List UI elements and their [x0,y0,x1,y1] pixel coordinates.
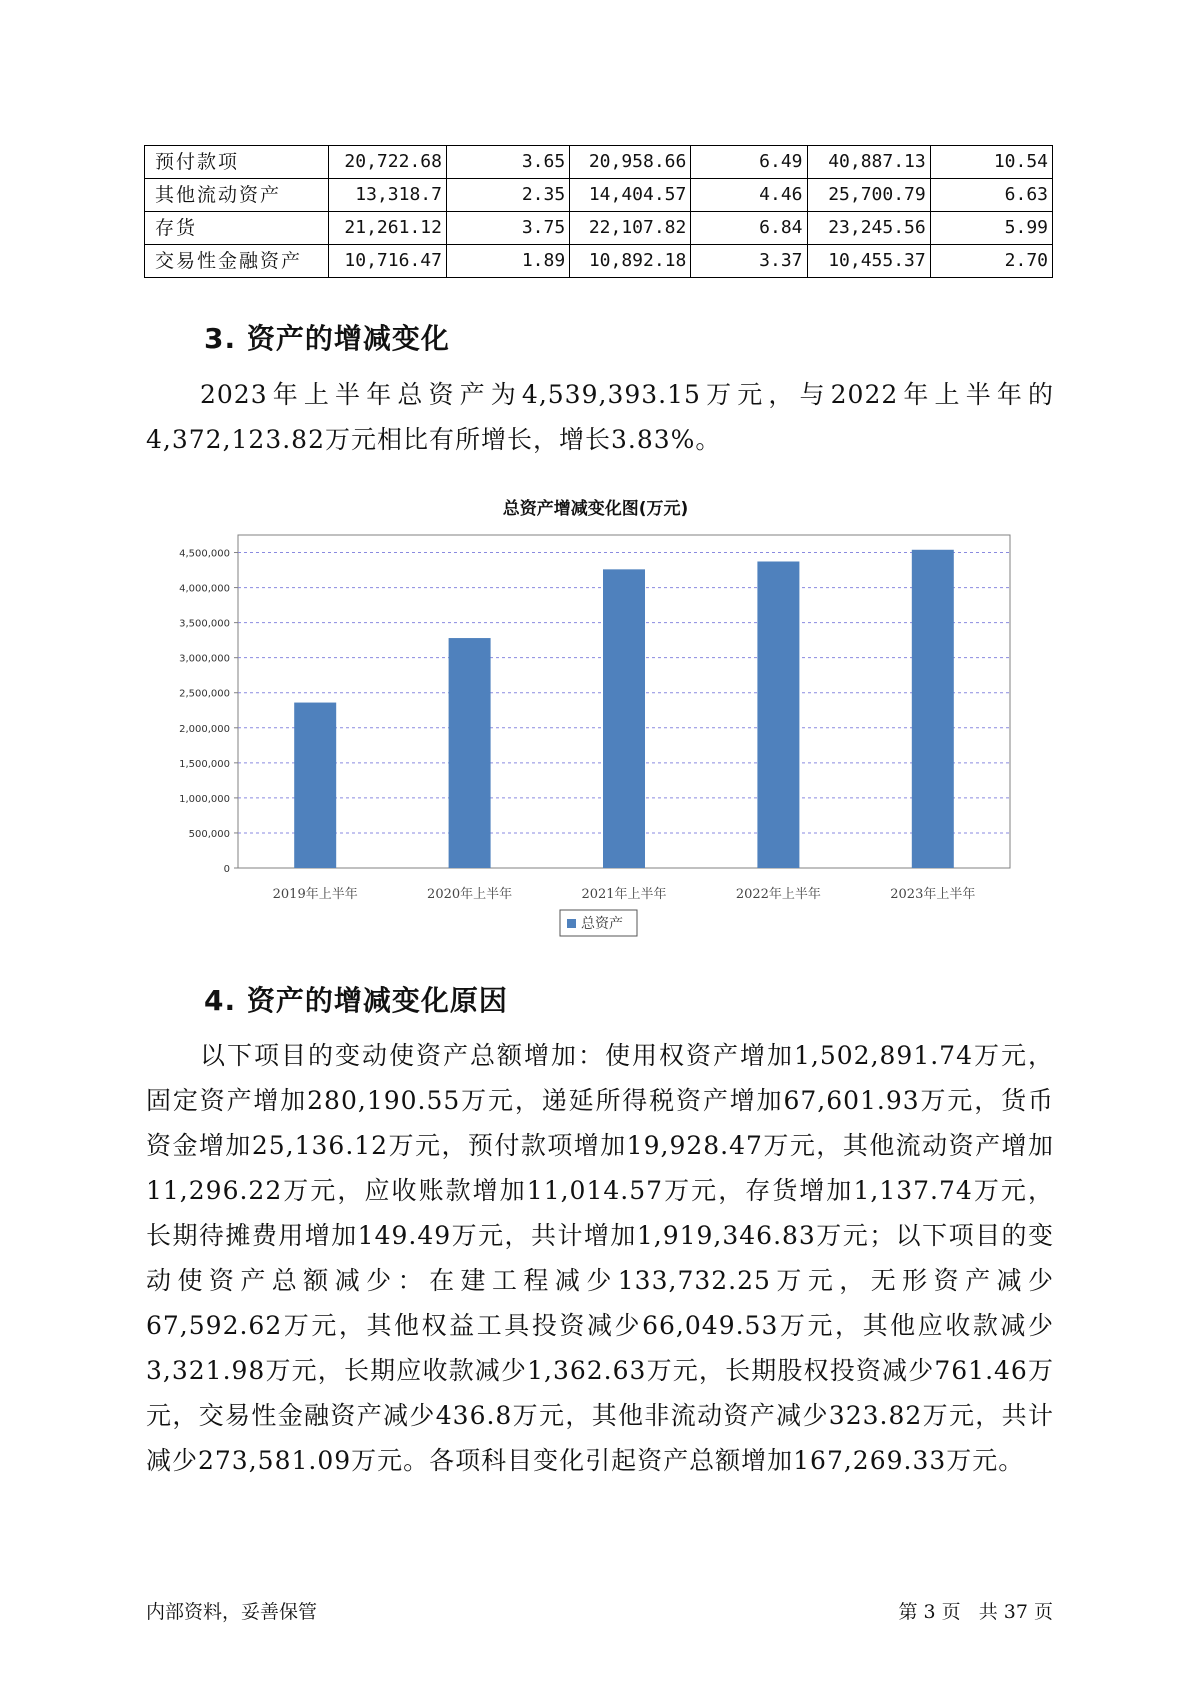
value-cell: 10,716.47 [328,245,446,278]
x-tick-label: 2022年上半年 [735,887,821,902]
value-cell: 20,722.68 [328,146,446,179]
value-cell: 22,107.82 [570,212,691,245]
value-cell: 40,887.13 [807,146,930,179]
y-tick-label: 2,500,000 [179,688,230,700]
y-tick-label: 0 [223,864,230,875]
y-tick-label: 4,000,000 [179,583,230,595]
value-cell: 20,958.66 [570,146,691,179]
row-name-cell: 存货 [145,212,329,245]
value-cell: 13,318.7 [328,179,446,212]
value-cell: 3.65 [446,146,569,179]
value-cell: 4.46 [691,179,807,212]
value-cell: 25,700.79 [807,179,930,212]
value-cell: 2.35 [446,179,569,212]
value-cell: 6.84 [691,212,807,245]
bar [449,638,491,868]
row-name-cell: 其他流动资产 [145,179,329,212]
x-tick-label: 2021年上半年 [581,887,667,902]
footer-left-note: 内部资料，妥善保管 [146,1601,318,1623]
section-3-heading: 3. 资产的增减变化 [204,322,450,355]
value-cell: 10,455.37 [807,245,930,278]
bar [912,550,954,868]
section-4-heading: 4. 资产的增减变化原因 [204,984,508,1017]
y-tick-label: 2,000,000 [179,723,230,735]
y-tick-label: 3,000,000 [179,653,230,665]
y-tick-label: 500,000 [188,828,230,840]
value-cell: 10.54 [930,146,1052,179]
x-tick-label: 2020年上半年 [427,887,513,902]
value-cell: 14,404.57 [570,179,691,212]
row-name-cell: 交易性金融资产 [145,245,329,278]
footer-page-number: 第 3 页 共 37 页 [898,1601,1053,1623]
value-cell: 10,892.18 [570,245,691,278]
value-cell: 6.63 [930,179,1052,212]
row-name-cell: 预付款项 [145,146,329,179]
bar [294,703,336,868]
value-cell: 2.70 [930,245,1052,278]
bar [757,561,799,868]
chart-title: 总资产增减变化图(万元) [502,499,689,519]
value-cell: 6.49 [691,146,807,179]
value-cell: 3.37 [691,245,807,278]
x-tick-label: 2019年上半年 [272,887,358,902]
section-4-paragraph: 以下项目的变动使资产总额增加：使用权资产增加1,502,891.74万元，固定资产增加280,190.55万元，递延所得税资产增加67,601.93万元，货币资金增加25,136.12万元，预付款项增加19,928.47万元，其他流动资产增加11,296.22万元，应收账款增加11,014.57万元，存货增加1,137.74万元，长期待摊费用增加149.49万元，共计增加1,919,346.83万元；以下项目的变动使资产总额减少：在建工程减少133,732.25万元，无形资产减少67,592.62万元，其他权益工具投资减少66,049.53万元，其他应收款减少3,321.98万元，长期应收款减少1,362.63万元，长期股权投资减少761.46万元，交易性金融资产减少436.8万元，其他非流动资产减少323.82万元，共计减少273,581.09万元。各项科目变化引起资产总额增加167,269.33万元。 [146,1041,1054,1475]
value-cell: 1.89 [446,245,569,278]
value-cell: 5.99 [930,212,1052,245]
y-tick-label: 4,500,000 [179,548,230,560]
bar [603,569,645,868]
legend-label: 总资产 [581,916,623,932]
y-tick-label: 1,500,000 [179,758,230,770]
y-tick-label: 3,500,000 [179,618,230,630]
value-cell: 21,261.12 [328,212,446,245]
value-cell: 3.75 [446,212,569,245]
value-cell: 23,245.56 [807,212,930,245]
x-tick-label: 2023年上半年 [890,887,976,902]
y-tick-label: 1,000,000 [179,793,230,805]
legend-swatch [567,919,576,928]
section-3-paragraph: 2023年上半年总资产为4,539,393.15万元，与2022年上半年的4,372,123.82万元相比有所增长，增长3.83%。 [146,380,1054,454]
